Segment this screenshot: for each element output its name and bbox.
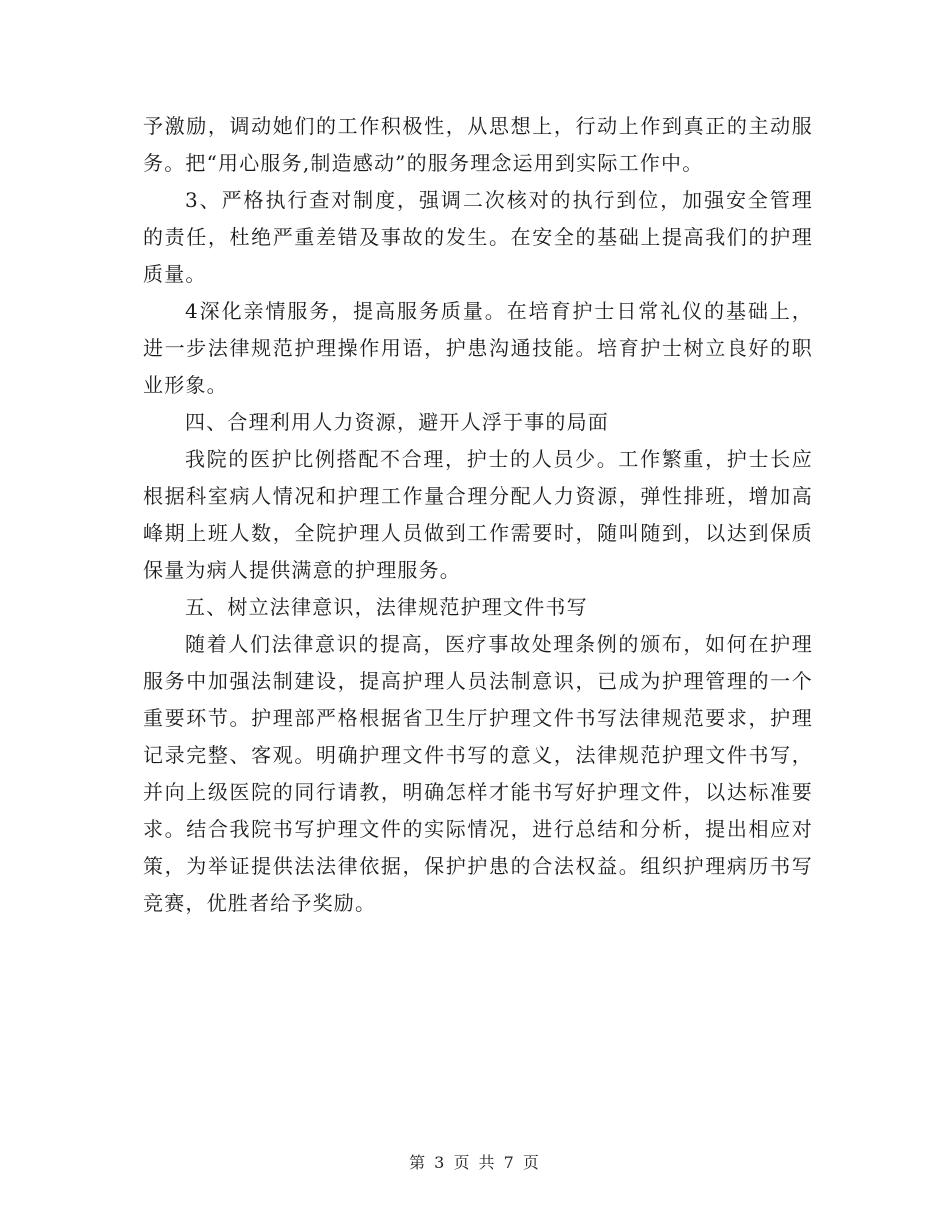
section-heading-5: 五、树立法律意识，法律规范护理文件书写 (185, 595, 588, 619)
document-body (143, 108, 813, 922)
paragraph-3: 4深化亲情服务，提高服务质量。在培育护士日常礼仪的基础上，进一步法律规范护理操作用语，护患沟通技能。培育护士树立良好的职业形象。 (143, 299, 813, 397)
section-heading-4: 四、合理利用人力资源，避开人浮于事的局面 (185, 410, 609, 434)
paragraph-1: 予激励，调动她们的工作积极性，从思想上，行动上作到真正的主动服务。把“用心服务,制造感动”的服务理念运用到实际工作中。 (143, 114, 813, 175)
paragraph-7: 随着人们法律意识的提高，医疗事故处理条例的颁布，如何在护理服务中加强法制建设，提高护理人员法制意识，已成为护理管理的一个重要环节。护理部严格根据省卫生厅护理文件书写法律规范要求，护理记录完整、客观。明确护理文件书写的意义，法律规范护理文件书写，并向上级医院的同行请教，明确怎样才能书写好护理文件，以达标准要求。结合我院书写护理文件的实际情况，进行总结和分析，提出相应对策，为举证提供法法律依据，保护护患的合法权益。组织护理病历书写竞赛，优胜者给予奖励。 (143, 632, 813, 915)
page-number-footer: 第 3 页 共 7 页 (409, 1153, 541, 1172)
paragraph-2: 3、严格执行查对制度，强调二次核对的执行到位，加强安全管理的责任，杜绝严重差错及事故的发生。在安全的基础上提高我们的护理质量。 (143, 188, 813, 286)
paragraph-5: 我院的医护比例搭配不合理，护士的人员少。工作繁重，护士长应根据科室病人情况和护理工作量合理分配人力资源，弹性排班，增加高峰期上班人数，全院护理人员做到工作需要时，随叫随到，以达到保质保量为病人提供满意的护理服务。 (143, 447, 813, 582)
